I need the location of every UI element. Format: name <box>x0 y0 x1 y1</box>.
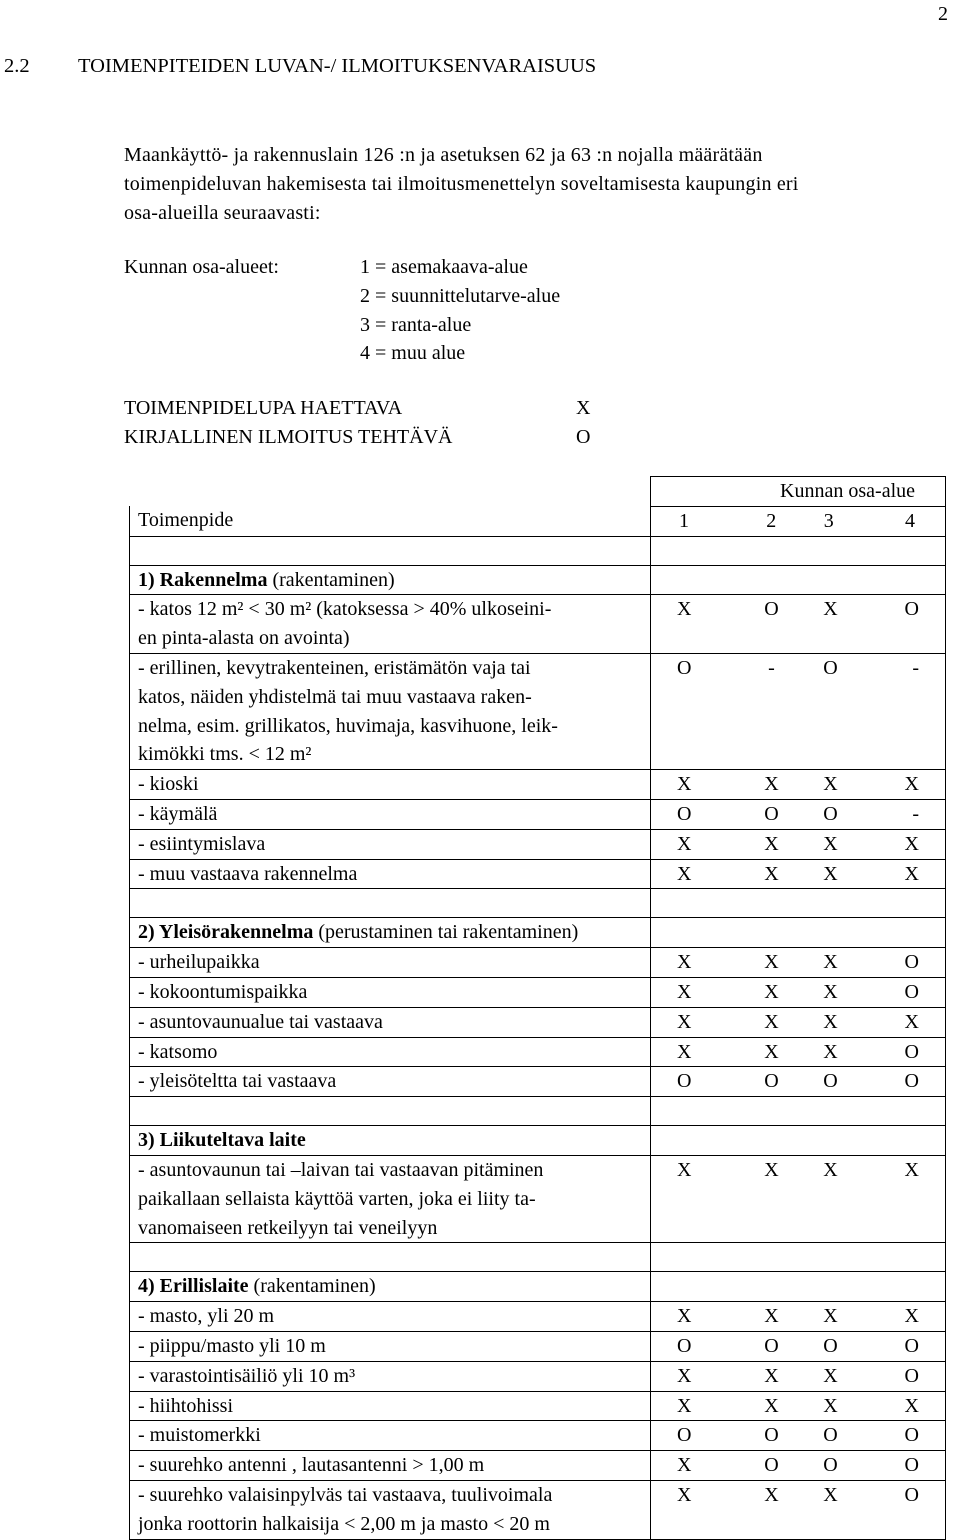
values-row <box>651 1156 945 1185</box>
area-item: 3 = ranta-alue <box>360 313 472 336</box>
description-line: nelma, esim. grillikatos, huvimaja, kasvihuone, leik- <box>138 714 558 737</box>
measure-description <box>130 977 651 1007</box>
cell-value: - <box>768 656 775 679</box>
header-row-area <box>130 477 946 507</box>
values-row <box>651 1421 945 1450</box>
cell-value: X <box>677 1483 692 1506</box>
values-row <box>651 1302 945 1331</box>
measure-values <box>651 1155 946 1242</box>
description-line: - masto, yli 20 m <box>138 1305 275 1328</box>
measure-description <box>130 1421 651 1451</box>
measure-values <box>651 1480 946 1539</box>
cell-value: - <box>912 656 919 679</box>
spacer-cell <box>130 1243 651 1272</box>
cell-value: X <box>677 980 692 1003</box>
cell-value: O <box>904 1454 919 1477</box>
cell-value: X <box>904 1394 919 1417</box>
measure-description <box>130 1331 651 1361</box>
measure-description <box>130 1451 651 1481</box>
cell-value: X <box>677 1305 692 1328</box>
cell-value: X <box>677 1010 692 1033</box>
areas-label: Kunnan osa-alueet: <box>124 256 279 278</box>
table-row <box>130 977 946 1007</box>
section-title <box>130 1126 651 1156</box>
measure-values <box>651 770 946 800</box>
table-row <box>130 1451 946 1481</box>
section-title: TOIMENPITEIDEN LUVAN-/ ILMOITUKSENVARAISUUS <box>78 55 597 77</box>
description-line: kimökki tms. < 12 m² <box>138 743 312 766</box>
cell-value: X <box>904 773 919 796</box>
cell-value: O <box>904 1483 919 1506</box>
values-row <box>651 1362 945 1391</box>
description-line: - erillinen, kevytrakenteinen, eristämätön vaja tai <box>138 656 531 679</box>
measure-description <box>130 770 651 800</box>
description-line: - varastointisäiliö yli 10 m³ <box>138 1364 356 1387</box>
cell-value: X <box>677 862 692 885</box>
values-row <box>651 1008 945 1037</box>
cell-value: O <box>823 1454 838 1477</box>
measure-values <box>651 1067 946 1097</box>
cell-value: O <box>677 1070 692 1093</box>
measure-description <box>130 1480 651 1539</box>
table-row <box>130 859 946 889</box>
section-spacer <box>130 536 946 565</box>
section-title <box>130 1272 651 1302</box>
legend-symbol: O <box>576 425 591 448</box>
cell-value: X <box>823 1010 838 1033</box>
values-row <box>651 978 945 1007</box>
table-row <box>130 653 946 769</box>
cell-value: X <box>764 832 779 855</box>
description-line: jonka roottorin halkaisija < 2,00 m ja masto < 20 m <box>138 1512 550 1535</box>
section-spacer <box>130 889 946 918</box>
measure-description <box>130 829 651 859</box>
values-row <box>651 948 945 977</box>
measure-values <box>651 1302 946 1332</box>
area-header: Kunnan osa-alue <box>651 477 946 507</box>
description-line: - kioski <box>138 773 199 796</box>
section-title-bold: 4) Erillislaite <box>138 1275 249 1298</box>
legend-label: KIRJALLINEN ILMOITUS TEHTÄVÄ <box>124 425 453 448</box>
cell-value: X <box>764 1010 779 1033</box>
section-title <box>130 565 651 595</box>
spacer-cell <box>651 536 946 565</box>
section-title-values <box>651 565 946 595</box>
description-line: - muistomerkki <box>138 1424 261 1447</box>
measure-description <box>130 1302 651 1332</box>
legend-row <box>124 423 591 452</box>
values-row <box>651 507 945 536</box>
values-row <box>651 1038 945 1067</box>
cell-value: X <box>677 598 692 621</box>
cell-value: O <box>904 1040 919 1063</box>
measure-values <box>651 1391 946 1421</box>
cell-value: X <box>904 862 919 885</box>
description-line: - piippu/masto yli 10 m <box>138 1334 326 1357</box>
table-row <box>130 799 946 829</box>
description-line: - hiihtohissi <box>138 1394 234 1417</box>
description-line: - katos 12 m² < 30 m² (katoksessa > 40% ulkoseini- <box>138 598 552 621</box>
measure-description <box>130 859 651 889</box>
measure-description <box>130 1067 651 1097</box>
cell-value: O <box>764 1454 779 1477</box>
cell-value: O <box>823 1424 838 1447</box>
section-number: 2.2 <box>4 55 30 77</box>
values-row <box>651 860 945 889</box>
measure-values <box>651 653 946 769</box>
spacer-cell <box>130 536 651 565</box>
description-line: - kokoontumispaikka <box>138 980 308 1003</box>
cell-value: X <box>677 951 692 974</box>
cell-value: O <box>823 802 838 825</box>
legend-symbol: X <box>576 397 591 419</box>
section-title <box>130 918 651 948</box>
table-row <box>130 948 946 978</box>
measure-values <box>651 829 946 859</box>
cell-value: 4 <box>905 509 915 532</box>
cell-value: O <box>677 656 692 679</box>
table-row <box>130 1331 946 1361</box>
cell-value: O <box>904 951 919 974</box>
section-title-rest: (rakentaminen) <box>248 1275 376 1298</box>
areas-list <box>360 253 560 368</box>
legend <box>124 394 591 452</box>
table-row <box>130 1421 946 1451</box>
description-line: - suurehko valaisinpylväs tai vastaava, tuulivoimala <box>138 1483 553 1506</box>
table-row <box>130 1302 946 1332</box>
cell-value: O <box>677 1334 692 1357</box>
cell-value: X <box>677 832 692 855</box>
cell-value: X <box>677 773 692 796</box>
section-title-bold: 1) Rakennelma <box>138 568 268 591</box>
description-line: - asuntovaunualue tai vastaava <box>138 1010 383 1033</box>
measure-description <box>130 595 651 654</box>
cell-value: O <box>904 1334 919 1357</box>
cell-value: O <box>904 598 919 621</box>
cell-value: X <box>764 1040 779 1063</box>
intro-line: Maankäyttö- ja rakennuslain 126 :n ja asetuksen 62 ja 63 :n nojalla määrätään <box>124 144 763 166</box>
cell-value: O <box>764 1424 779 1447</box>
area-item: 1 = asemakaava-alue <box>360 256 528 278</box>
cell-value: X <box>823 832 838 855</box>
table-row <box>130 1037 946 1067</box>
description-line: paikallaan sellaista käyttöä varten, joka ei liity ta- <box>138 1187 536 1210</box>
spacer-cell <box>130 1097 651 1126</box>
section-title-values <box>651 918 946 948</box>
table-row <box>130 1007 946 1037</box>
measure-values <box>651 1331 946 1361</box>
spacer-cell <box>651 1097 946 1126</box>
cell-value: X <box>823 1394 838 1417</box>
measures-table <box>129 476 946 1540</box>
cell-value: X <box>677 1394 692 1417</box>
cell-value: X <box>823 951 838 974</box>
cell-value: X <box>904 832 919 855</box>
values-row <box>651 770 945 799</box>
section-title-rest: (rakentaminen) <box>267 568 395 591</box>
section-title-row <box>130 1272 946 1302</box>
cell-value: X <box>764 1394 779 1417</box>
area-item: 2 = suunnittelutarve-alue <box>360 284 561 307</box>
cell-value: X <box>823 1483 838 1506</box>
cell-value: X <box>823 1158 838 1181</box>
measure-values <box>651 1007 946 1037</box>
cell-value: O <box>904 980 919 1003</box>
cell-value: X <box>677 1364 692 1387</box>
measure-values <box>651 799 946 829</box>
description-line: - yleisöteltta tai vastaava <box>138 1070 337 1093</box>
cell-value: X <box>677 1158 692 1181</box>
measure-description <box>130 1155 651 1242</box>
cell-value: O <box>823 1070 838 1093</box>
values-row <box>651 1451 945 1480</box>
intro-line: toimenpideluvan hakemisesta tai ilmoitusmenettelyn soveltamisesta kaupungin eri <box>124 172 799 195</box>
cell-value: O <box>904 1070 919 1093</box>
section-title-row <box>130 565 946 595</box>
measure-description <box>130 1037 651 1067</box>
measure-values <box>651 1361 946 1391</box>
cell-value: X <box>904 1158 919 1181</box>
cell-value: X <box>823 1364 838 1387</box>
values-row <box>651 800 945 829</box>
values-row <box>651 830 945 859</box>
legend-label: TOIMENPIDELUPA HAETTAVA <box>124 397 403 419</box>
cell-value: O <box>764 802 779 825</box>
cell-value: X <box>904 1305 919 1328</box>
measure-description <box>130 1391 651 1421</box>
description-line: - katsomo <box>138 1040 218 1063</box>
measure-values <box>651 1421 946 1451</box>
section-heading <box>4 52 596 81</box>
cell-value: 2 <box>766 509 777 532</box>
cell-value: O <box>764 1334 779 1357</box>
cell-value: X <box>677 1040 692 1063</box>
section-title-bold: 3) Liikuteltava laite <box>138 1129 306 1152</box>
measure-description <box>130 1007 651 1037</box>
values-row <box>651 1067 945 1096</box>
cell-value: X <box>823 773 838 796</box>
cell-value: X <box>764 1158 779 1181</box>
cell-value: X <box>764 862 779 885</box>
measure-values <box>651 859 946 889</box>
description-line: - esiintymislava <box>138 832 266 855</box>
area-numbers <box>651 506 946 536</box>
cell-value: X <box>677 1454 692 1477</box>
cell-value: X <box>904 1010 919 1033</box>
table-row <box>130 1391 946 1421</box>
col-header: Toimenpide <box>130 506 651 536</box>
spacer-cell <box>651 1243 946 1272</box>
section-title-values <box>651 1272 946 1302</box>
header-empty <box>130 477 651 507</box>
cell-value: O <box>823 1334 838 1357</box>
table-row <box>130 829 946 859</box>
section-spacer <box>130 1097 946 1126</box>
cell-value: X <box>764 1483 779 1506</box>
intro-line: osa-alueilla seuraavasti: <box>124 201 321 224</box>
description-line: - käymälä <box>138 802 218 825</box>
cell-value: 3 <box>823 509 834 532</box>
section-title-bold: 2) Yleisörakennelma <box>138 921 314 944</box>
measure-description <box>130 653 651 769</box>
measure-values <box>651 1037 946 1067</box>
table-row <box>130 1361 946 1391</box>
cell-value: X <box>823 862 838 885</box>
description-line: katos, näiden yhdistelmä tai muu vastaava raken- <box>138 685 532 708</box>
cell-value: 1 <box>679 509 689 532</box>
intro-paragraph <box>124 141 799 227</box>
values-row <box>651 654 945 683</box>
cell-value: X <box>764 951 779 974</box>
values-row <box>651 1481 945 1510</box>
cell-value: O <box>677 1424 692 1447</box>
measure-values <box>651 948 946 978</box>
cell-value: X <box>823 598 838 621</box>
header-row-numbers <box>130 506 946 536</box>
cell-value: X <box>823 1305 838 1328</box>
table-row <box>130 770 946 800</box>
measure-values <box>651 977 946 1007</box>
section-title-values <box>651 1126 946 1156</box>
legend-row <box>124 394 591 423</box>
description-line: - suurehko antenni , lautasantenni > 1,00 m <box>138 1454 485 1477</box>
section-title-row <box>130 918 946 948</box>
values-row <box>651 1332 945 1361</box>
description-line: - asuntovaunun tai –laivan tai vastaavan pitäminen <box>138 1158 544 1181</box>
cell-value: O <box>764 598 779 621</box>
values-row <box>651 1392 945 1421</box>
page-number: 2 <box>938 3 948 25</box>
measure-values <box>651 595 946 654</box>
table-row <box>130 595 946 654</box>
cell-value: X <box>764 1305 779 1328</box>
description-line: vanomaiseen retkeilyyn tai veneilyyn <box>138 1216 438 1239</box>
section-title-row <box>130 1126 946 1156</box>
cell-value: O <box>764 1070 779 1093</box>
measure-description <box>130 948 651 978</box>
values-row <box>651 595 945 624</box>
area-item: 4 = muu alue <box>360 342 466 365</box>
measure-description <box>130 799 651 829</box>
cell-value: O <box>904 1424 919 1447</box>
table-row <box>130 1155 946 1242</box>
measure-values <box>651 1451 946 1481</box>
measure-description <box>130 1361 651 1391</box>
description-line: en pinta-alasta on avointa) <box>138 627 350 650</box>
table-row <box>130 1067 946 1097</box>
description-line: - urheilupaikka <box>138 951 260 974</box>
cell-value: O <box>904 1364 919 1387</box>
cell-value: X <box>764 980 779 1003</box>
cell-value: X <box>823 980 838 1003</box>
cell-value: O <box>677 802 692 825</box>
description-line: - muu vastaava rakennelma <box>138 862 358 885</box>
cell-value: - <box>912 802 919 825</box>
table-row <box>130 1480 946 1539</box>
section-title-rest: (perustaminen tai rakentaminen) <box>313 921 579 944</box>
cell-value: X <box>823 1040 838 1063</box>
cell-value: X <box>764 773 779 796</box>
spacer-cell <box>130 889 651 918</box>
cell-value: X <box>764 1364 779 1387</box>
cell-value: O <box>823 656 838 679</box>
spacer-cell <box>651 889 946 918</box>
section-spacer <box>130 1243 946 1272</box>
